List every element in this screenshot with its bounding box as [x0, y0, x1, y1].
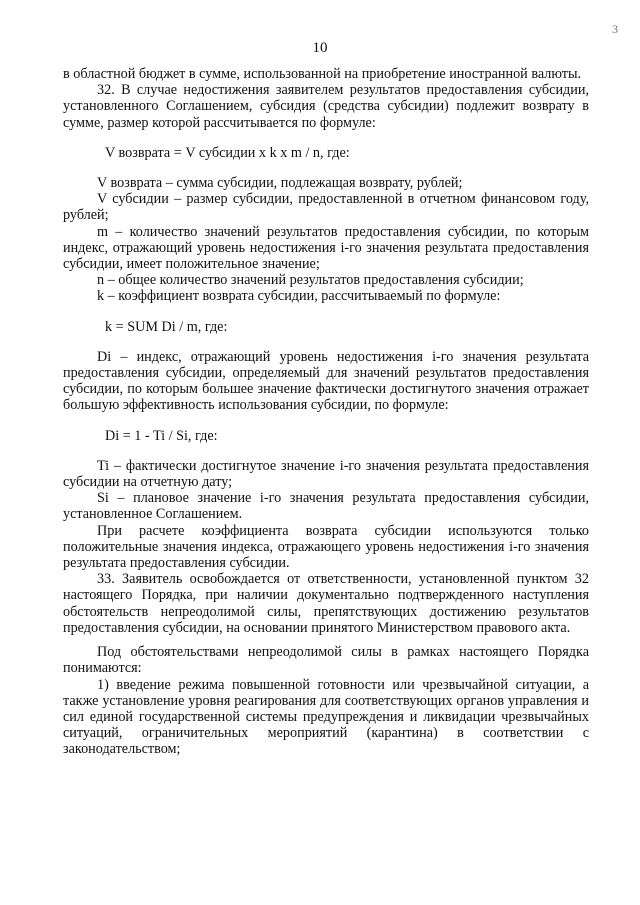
definition-ti: Ti – фактически достигнутое значение i-го значения результата предоставления субсидии на отчетную дату; [63, 457, 589, 491]
document-body [63, 66, 589, 758]
paragraph-clause-33: 33. Заявитель освобождается от ответственности, установленной пунктом 32 настоящего Порядка, при наличии документально подтвержденного наступления обстоятельств непреодолимой силы, препятствующих достижению результатов предоставления субсидии, на основании принятого Министерством правового акта. [63, 571, 589, 636]
definition-v-return: V возврата – сумма субсидии, подлежащая возврату, рублей; [97, 175, 463, 192]
formula-v-return: V возврата = V субсидии x k x m / n, где: [105, 144, 350, 161]
paragraph-continuation: в областной бюджет в сумме, использованной на приобретение иностранной валюты. [63, 66, 582, 82]
list-item-1: 1) введение режима повышенной готовности или чрезвычайной ситуации, а также установление уровня реагирования для соответствующих органов управления и сил единой государственной системы предупреждения и ликвидации чрезвычайных ситуаций, ограничительных мероприятий (карантина) в соответствии с законодательством; [63, 676, 589, 758]
definition-di: Di – индекс, отражающий уровень недостижения i-го значения результата предоставления субсидии, определяемый для значений результатов предоставления субсидии, по которым большее значение фактически достигнутого значения отражает большую эффективность использования субсидии, по формуле: [63, 348, 589, 414]
definition-v-subsidy: V субсидии – размер субсидии, предоставленной в отчетном финансовом году, рублей; [63, 191, 589, 224]
formula-di: Di = 1 - Ti / Si, где: [105, 427, 218, 444]
paragraph-force-majeure-intro: Под обстоятельствами непреодолимой силы в рамках настоящего Порядка понимаются: [63, 644, 589, 677]
corner-mark: 3 [612, 22, 618, 36]
definition-m: m – количество значений результатов предоставления субсидии, по которым индекс, отражающий уровень недостижения i-го значения результата предоставления субсидии, имеет положительное значение; [63, 223, 589, 273]
formula-k: k = SUM Di / m, где: [105, 318, 228, 335]
paragraph-clause-32: 32. В случае недостижения заявителем результатов предоставления субсидии, установленного Соглашением, субсидия (средства субсидии) подлежит возврату в сумме, размер которой рассчитывается по формуле: [63, 82, 589, 131]
paragraph-positive-values: При расчете коэффициента возврата субсидии используются только положительные значения индекса, отражающего уровень недостижения i-го значения результата предоставления субсидии. [63, 522, 589, 572]
definition-k: k – коэффициент возврата субсидии, рассчитываемый по формуле: [97, 288, 501, 305]
definition-si: Si – плановое значение i-го значения результата предоставления субсидии, установленное Соглашением. [63, 490, 589, 523]
definition-n: n – общее количество значений результатов предоставления субсидии; [97, 272, 524, 289]
page-number: 10 [312, 40, 328, 56]
